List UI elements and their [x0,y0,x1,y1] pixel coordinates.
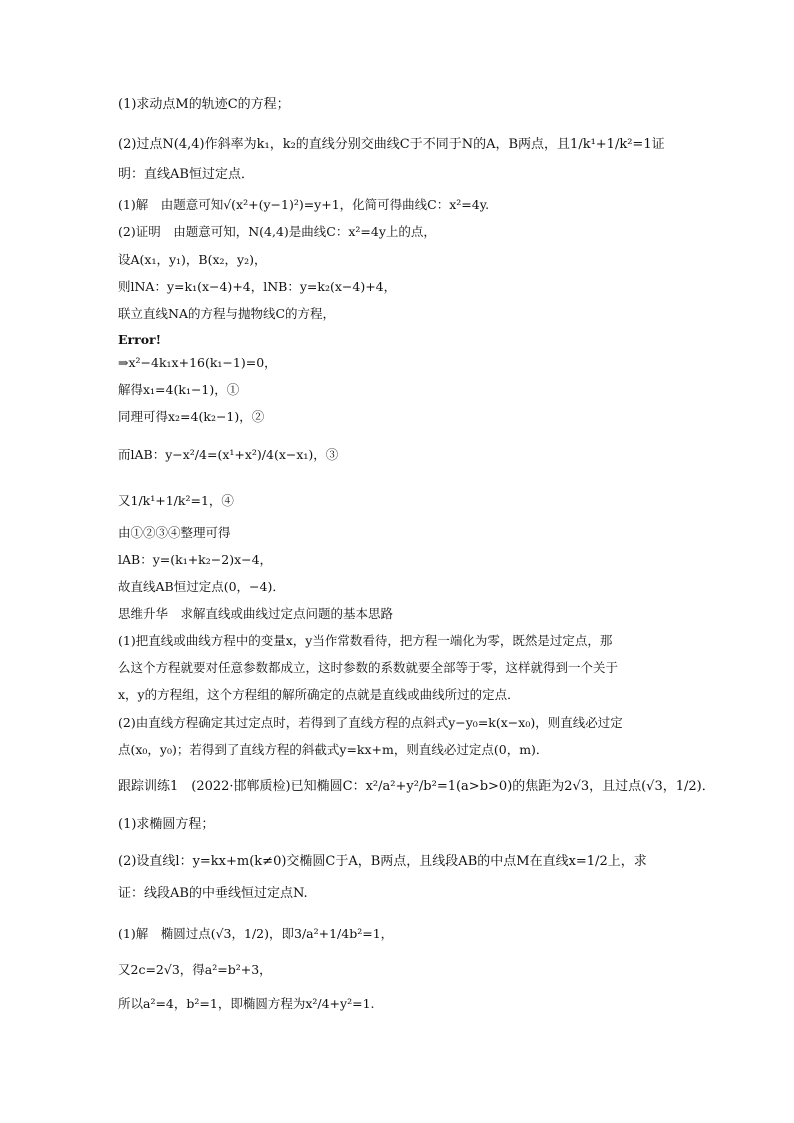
summary-p1-c: x，y的方程组，这个方程组的解所确定的点就是直线或曲线所过的定点． [118,687,520,702]
x1-line: 解得x₁=4(k₁−1)，① [118,382,240,397]
lab-line: 而lAB：y−x²/4=(x¹+x²)/4(x−x₁)，③ [118,447,339,462]
lab-result-line: lAB：y=(k₁+k₂−2)x−4， [118,552,273,567]
training-q2: (2)设直线l：y=kx+m(k≠0)交椭圆C于A，B两点，且线段AB的中点M在直线x=1/2上，求 [118,854,647,869]
training-q2-cont: 证：线段AB的中垂线恒过定点N. [118,886,308,901]
set-points-line: 设A(x₁，y₁)，B(x₂，y₂)， [118,252,267,267]
fixed-point-line: 故直线AB恒过定点(0，−4)． [118,579,285,594]
training-sol1: (1)解 椭圆过点(√3，1/2)，即3/a²+1/4b²=1， [118,926,394,941]
organize-line: 由①②③④整理可得 [118,525,231,540]
summary-p1-b: 么这个方程就要对任意参数都成立，这时参数的系数就要全部等于零，这样就得到一个关于 [118,660,619,675]
training-2c: 又2c=2√3，得a²=b²+3， [118,962,272,977]
training-line: 跟踪训练1 (2022·邯郸质检)已知椭圆C：x²/a²+y²/b²=1(a>b>0)的焦距为2√3，且过点(√3，1/2)． [118,779,715,794]
proof-line: (2)证明 由题意可知，N(4,4)是曲线C：x²=4y上的点， [118,224,436,239]
q2-line: (2)过点N(4,4)作斜率为k₁，k₂的直线分别交曲线C于不同于N的A，B两点，且1/k¹+1/k²=1证 [118,137,665,152]
lines-na-nb: 则lNA：y=k₁(x−4)+4，lNB：y=k₂(x−4)+4， [118,279,397,294]
training-q1: (1)求椭圆方程； [118,817,215,832]
sol1-line: (1)解 由题意可知√(x²+(y−1)²)=y+1，化简可得曲线C：x²=4y. [118,197,490,212]
q2-line-cont: 明：直线AB恒过定点． [118,167,254,182]
x2-line: 同理可得x₂=4(k₂−1)，② [118,409,265,424]
quadratic-line: ⇒x²−4k₁x+16(k₁−1)=0， [118,355,277,370]
error-line: Error! [118,332,162,347]
q1-line: (1)求动点M的轨迹C的方程； [118,97,290,112]
summary-title: 思维升华 求解直线或曲线过定点问题的基本思路 [118,606,394,621]
sum-line: 又1/k¹+1/k²=1，④ [118,493,234,508]
training-result: 所以a²=4，b²=1，即椭圆方程为x²/4+y²=1. [118,996,375,1011]
summary-p2-b: 点(x₀，y₀)；若得到了直线方程的斜截式y=kx+m，则直线必过定点(0，m)． [118,742,549,757]
summary-p1-a: (1)把直线或曲线方程中的变量x，y当作常数看待，把方程一端化为零，既然是过定点，那 [118,633,613,648]
summary-p2-a: (2)由直线方程确定其过定点时，若得到了直线方程的点斜式y−y₀=k(x−x₀)，则直线必过定 [118,715,623,730]
combine-line: 联立直线NA的方程与抛物线C的方程， [118,306,336,321]
